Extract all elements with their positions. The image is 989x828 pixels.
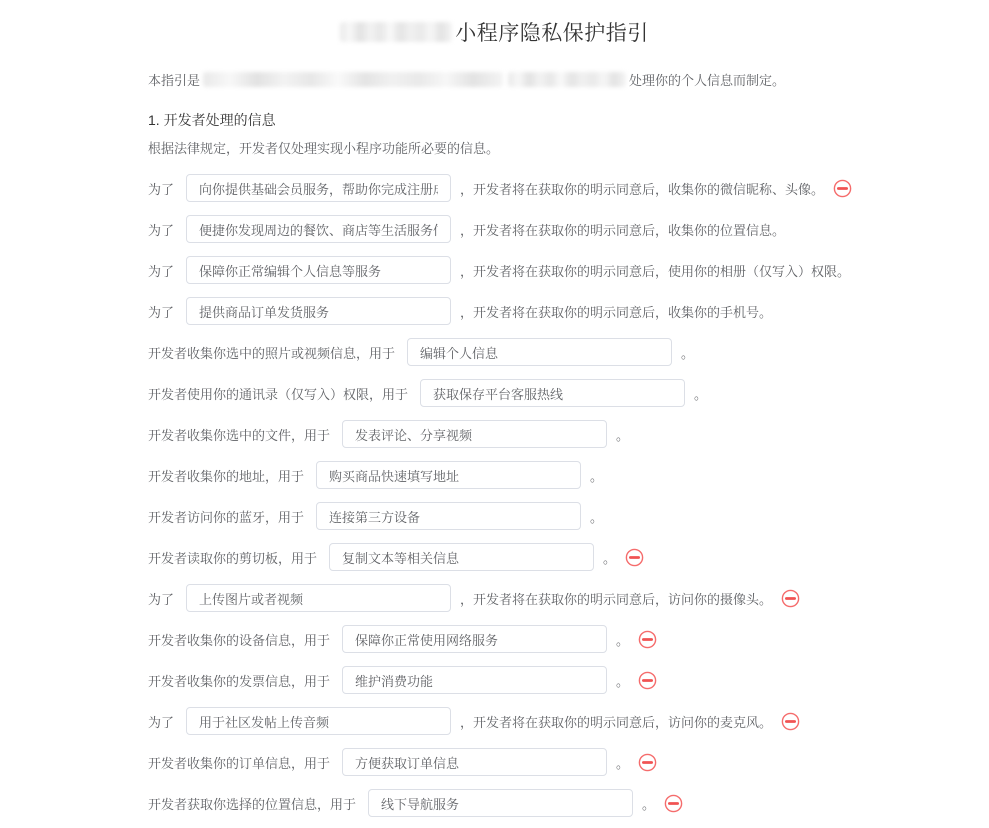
row-suffix-text: 。 [616,427,630,443]
row-suffix-text: 。 [590,509,604,525]
purpose-input[interactable] [186,256,451,284]
row-suffix-text: ，开发者将在获取你的明示同意后，访问你的摄像头。 [460,591,773,607]
row-prefix-text: 为了 [148,222,175,238]
purpose-input[interactable] [329,543,594,571]
row-suffix-text: 。 [616,632,630,648]
remove-row-button[interactable] [781,712,800,731]
privacy-info-row [148,584,989,612]
remove-row-button[interactable] [638,753,657,772]
redacted-app-name [340,22,452,42]
row-prefix-text: 开发者获取你选择的位置信息，用于 [148,796,357,812]
purpose-input[interactable] [316,461,581,489]
privacy-info-row [148,543,989,571]
row-prefix-text: 开发者收集你的设备信息，用于 [148,632,331,648]
section-1-heading: 1. 开发者处理的信息 [148,112,276,128]
row-prefix-text: 开发者使用你的通讯录（仅写入）权限，用于 [148,386,409,402]
privacy-info-row [148,748,989,776]
privacy-info-row [148,789,989,817]
section-1-note: 根据法律规定，开发者仅处理实现小程序功能所必要的信息。 [148,141,500,156]
row-prefix-text: 为了 [148,181,175,197]
remove-row-button[interactable] [638,671,657,690]
minus-circle-icon [638,753,657,772]
privacy-info-row [148,215,989,243]
redacted-intro-segment-1 [203,72,503,87]
row-prefix-text: 为了 [148,304,175,320]
row-suffix-text: ，开发者将在获取你的明示同意后，收集你的手机号。 [460,304,773,320]
purpose-input[interactable] [186,584,451,612]
purpose-input[interactable] [186,707,451,735]
purpose-input[interactable] [316,502,581,530]
row-prefix-text: 开发者收集你选中的文件，用于 [148,427,331,443]
minus-circle-icon [781,712,800,731]
row-prefix-text: 开发者收集你的发票信息，用于 [148,673,331,689]
privacy-info-row [148,707,989,735]
row-suffix-text: 。 [681,345,695,361]
remove-row-button[interactable] [781,589,800,608]
intro-suffix-text: 处理你的个人信息而制定。 [629,72,786,88]
privacy-info-row [148,174,989,202]
purpose-input[interactable] [186,297,451,325]
row-prefix-text: 开发者收集你的订单信息，用于 [148,755,331,771]
privacy-info-row [148,625,989,653]
purpose-input[interactable] [186,174,451,202]
page-title-text: 小程序隐私保护指引 [455,22,649,45]
row-suffix-text: 。 [616,673,630,689]
purpose-input[interactable] [342,748,607,776]
purpose-input[interactable] [407,338,672,366]
purpose-input[interactable] [186,215,451,243]
privacy-info-row [148,461,989,489]
minus-circle-icon [664,794,683,813]
remove-row-button[interactable] [664,794,683,813]
minus-circle-icon [625,548,644,567]
minus-circle-icon [638,630,657,649]
purpose-input[interactable] [420,379,685,407]
redacted-intro-segment-2 [508,72,626,87]
privacy-rows [148,174,989,817]
page-title [0,0,989,44]
remove-row-button[interactable] [625,548,644,567]
privacy-info-row [148,502,989,530]
row-prefix-text: 开发者读取你的剪切板，用于 [148,550,318,566]
row-prefix-text: 开发者收集你选中的照片或视频信息，用于 [148,345,396,361]
privacy-info-row [148,379,989,407]
minus-circle-icon [833,179,852,198]
remove-row-button[interactable] [833,179,852,198]
minus-circle-icon [781,589,800,608]
row-prefix-text: 开发者收集你的地址，用于 [148,468,305,484]
privacy-info-row [148,420,989,448]
row-suffix-text: ，开发者将在获取你的明示同意后，收集你的位置信息。 [460,222,786,238]
purpose-input[interactable] [342,625,607,653]
purpose-input[interactable] [342,420,607,448]
row-suffix-text: ，开发者将在获取你的明示同意后，使用你的相册（仅写入）权限。 [460,263,851,279]
privacy-info-row [148,666,989,694]
row-suffix-text: 。 [616,755,630,771]
remove-row-button[interactable] [638,630,657,649]
row-prefix-text: 为了 [148,263,175,279]
row-suffix-text: 。 [603,550,617,566]
row-suffix-text: ，开发者将在获取你的明示同意后，访问你的麦克风。 [460,714,773,730]
minus-circle-icon [638,671,657,690]
row-suffix-text: 。 [590,468,604,484]
intro-paragraph [148,70,989,88]
privacy-info-row [148,338,989,366]
row-suffix-text: 。 [642,796,656,812]
purpose-input[interactable] [368,789,633,817]
row-prefix-text: 为了 [148,591,175,607]
row-suffix-text: ，开发者将在获取你的明示同意后，收集你的微信昵称、头像。 [460,181,825,197]
row-suffix-text: 。 [694,386,708,402]
privacy-info-row [148,297,989,325]
privacy-info-row [148,256,989,284]
row-prefix-text: 为了 [148,714,175,730]
purpose-input[interactable] [342,666,607,694]
intro-prefix-text: 本指引是 [148,72,201,88]
row-prefix-text: 开发者访问你的蓝牙，用于 [148,509,305,525]
